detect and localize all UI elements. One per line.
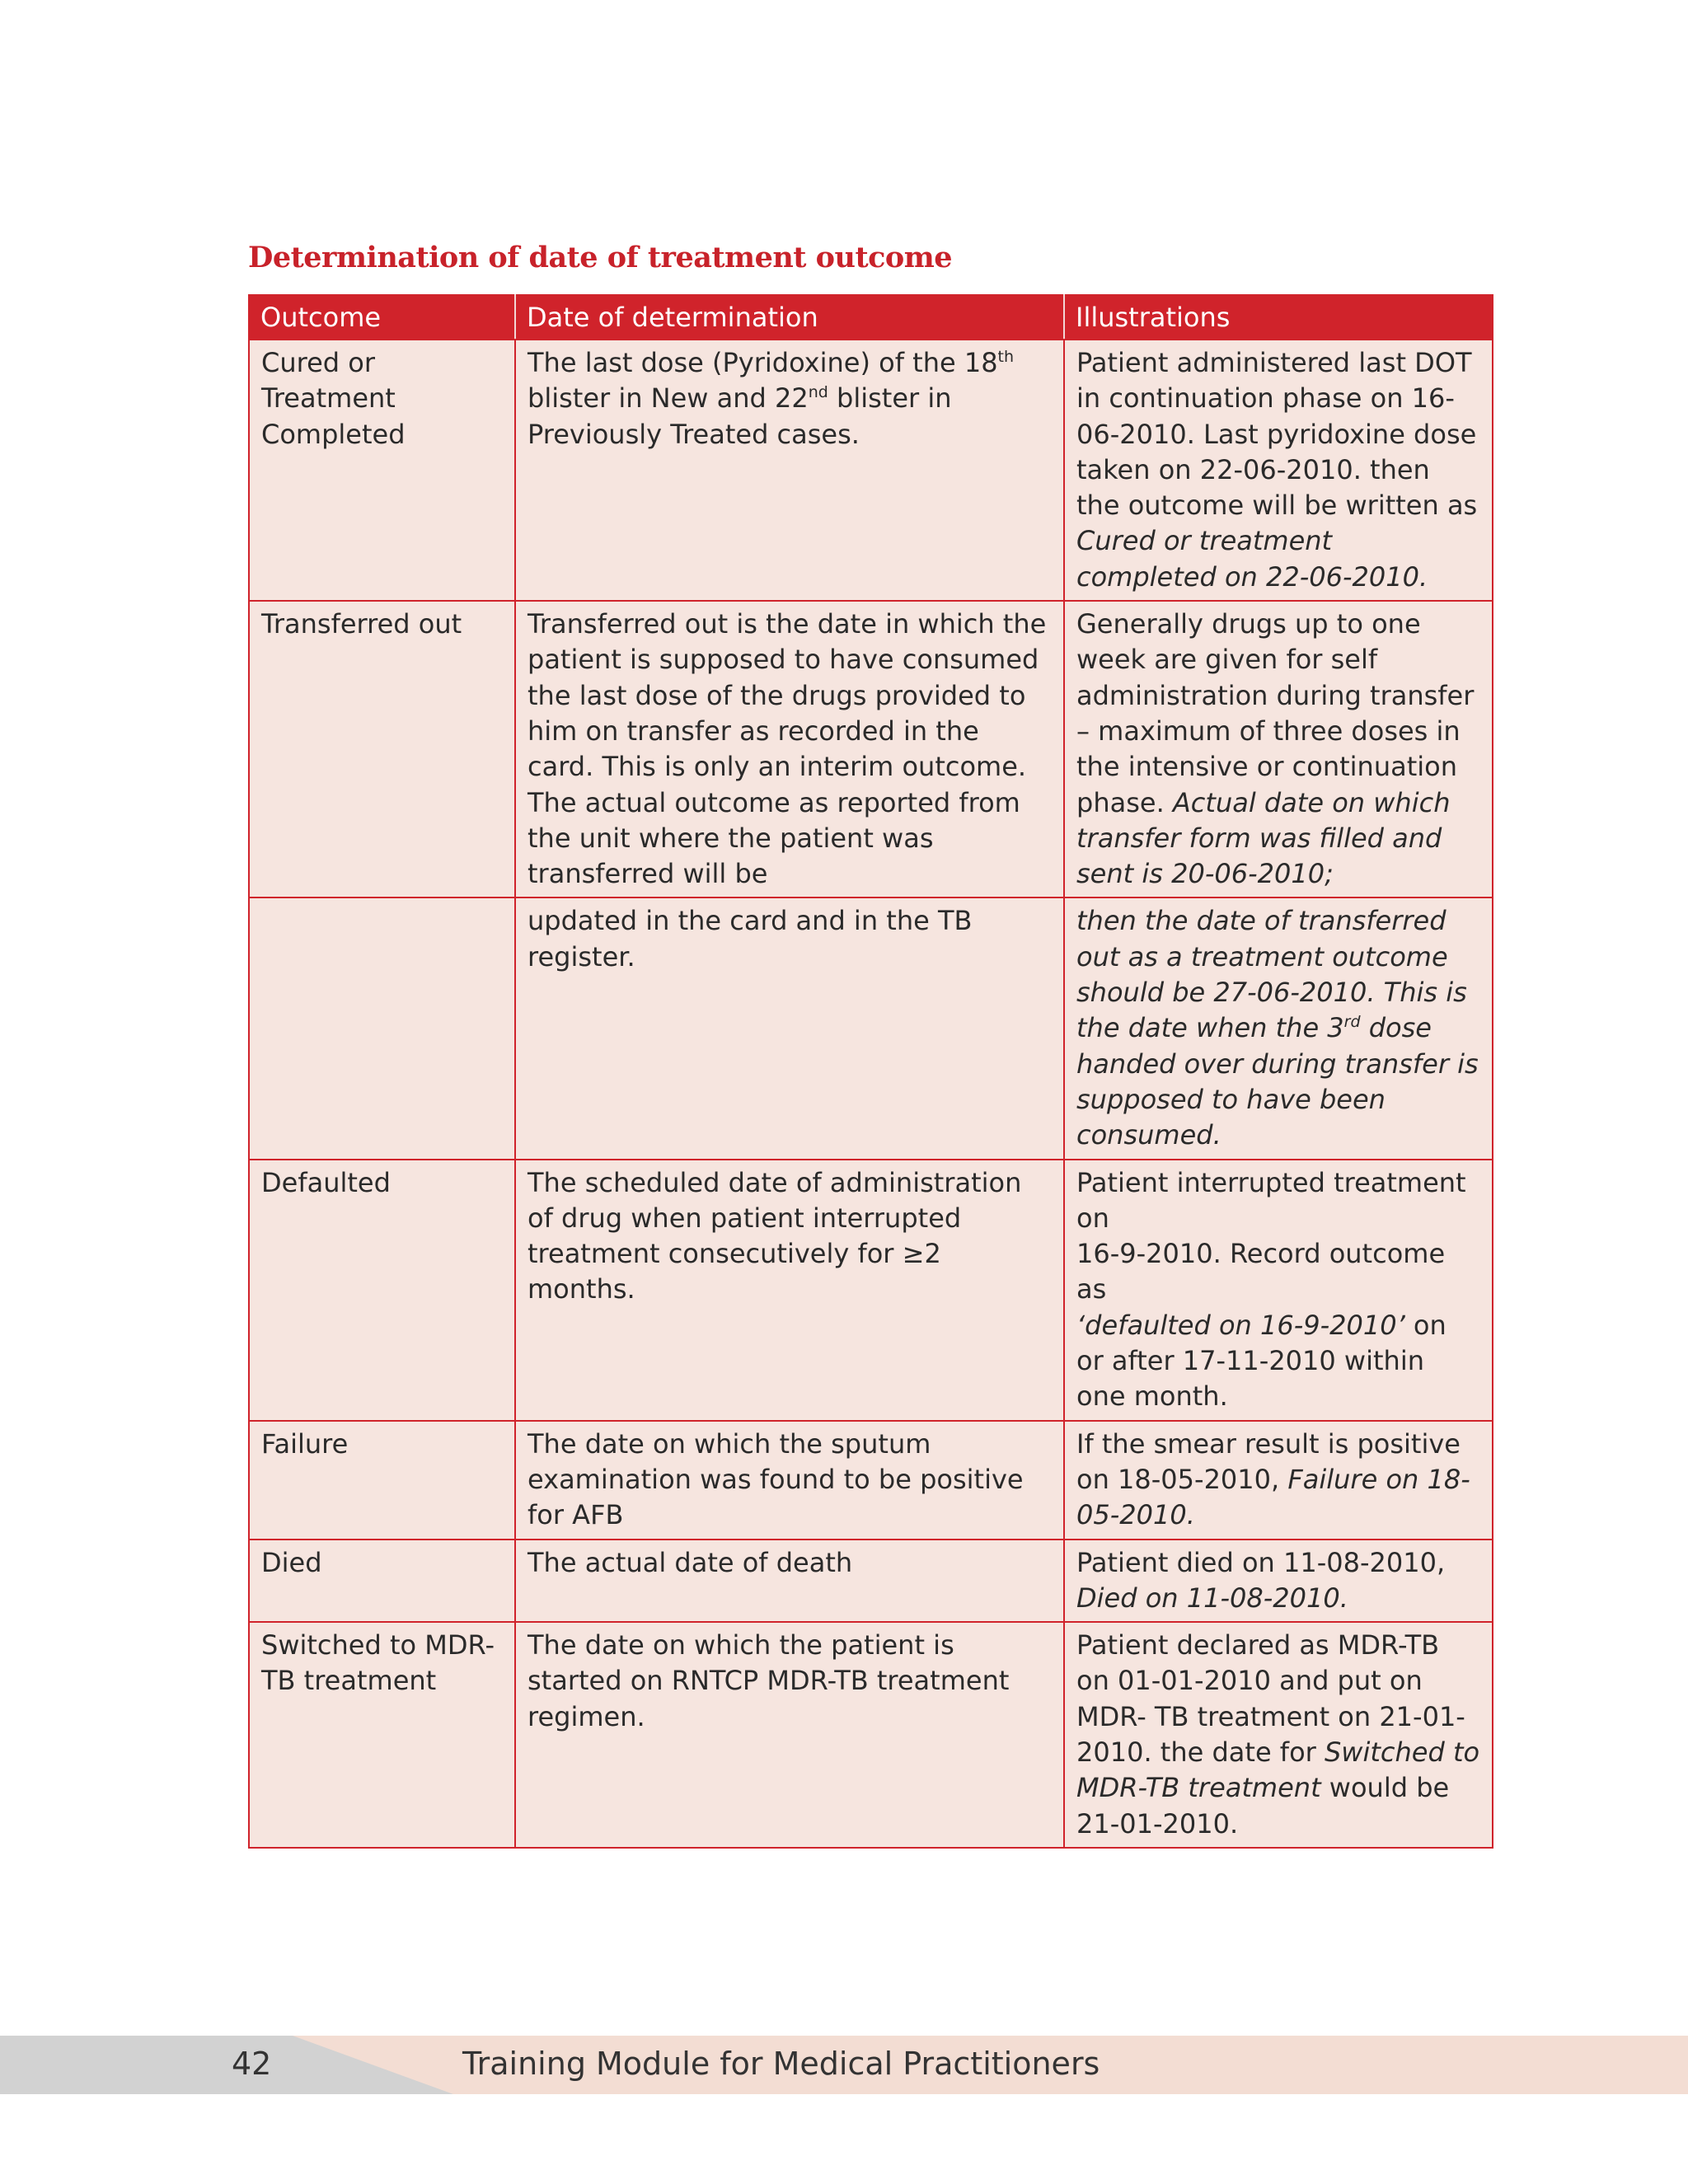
date-text: blister in Previously Treated cases. <box>528 382 952 450</box>
illustration-text: Patient died on 11-08-2010, <box>1076 1546 1446 1578</box>
outcome-cell <box>249 340 515 601</box>
column-header-date: Date of determination <box>515 295 1064 340</box>
date-text: The date on which the patient is started on RNTCP MDR-TB treatment regimen. <box>528 1629 1010 1732</box>
outcome-cell <box>249 601 515 898</box>
superscript: th <box>997 348 1015 366</box>
illustration-text: Patient interrupted treatment on <box>1076 1166 1466 1234</box>
illustration-italic: Actual date on which transfer form was filled and sent is 20-06-2010; <box>1076 786 1451 890</box>
illustration-text: would be <box>1320 1772 1450 1804</box>
date-text: The last dose (Pyridoxine) of the 18 <box>528 347 998 378</box>
date-text: blister in New and 22 <box>528 382 809 415</box>
outcome-cell <box>249 1540 515 1623</box>
date-cell <box>515 1421 1064 1540</box>
illustration-italic: Failure on 18-05-2010. <box>1076 1463 1470 1531</box>
outcome-text: Died <box>261 1546 322 1578</box>
illustration-text: Patient declared as MDR-TB on 01-01-2010 and put on MDR- TB treatment on 21-01-2010. the date for <box>1076 1629 1465 1768</box>
date-cell <box>515 1160 1064 1421</box>
date-cell <box>515 1622 1064 1848</box>
illustration-cell <box>1064 898 1493 1159</box>
illustration-cell <box>1064 601 1493 898</box>
illustration-cell <box>1064 340 1493 601</box>
illustration-cell <box>1064 1540 1493 1623</box>
footer-title: Training Module for Medical Practitioners <box>462 2046 1100 2082</box>
outcome-cell <box>249 898 515 1159</box>
illustration-text: Generally drugs up to one week are given for self administration during transfer – maximum of three doses in the intensive or continuation phase. <box>1076 608 1475 818</box>
table-header-row <box>249 295 1493 340</box>
outcome-text: Failure <box>261 1427 349 1460</box>
table-row <box>249 1160 1493 1421</box>
date-cell <box>515 340 1064 601</box>
date-text: The scheduled date of administration of drug when patient interrupted treatment consecutively for ≥2 months. <box>528 1166 1022 1305</box>
illustration-text: If the smear result is positive on 18-05-2010, <box>1076 1427 1461 1495</box>
illustration-italic: Cured or treatment completed on 22-06-2010. <box>1076 525 1428 593</box>
superscript: nd <box>808 383 828 402</box>
column-header-illustrations: Illustrations <box>1064 295 1493 340</box>
outcome-text: Switched to MDR-TB treatment <box>261 1629 495 1697</box>
table-row <box>249 1540 1493 1623</box>
outcome-text: Defaulted <box>261 1166 391 1198</box>
outcome-text: Cured or Treatment Completed <box>261 347 406 450</box>
date-cell <box>515 601 1064 898</box>
superscript: rd <box>1343 1013 1361 1032</box>
table-row <box>249 340 1493 601</box>
illustration-cell <box>1064 1160 1493 1421</box>
column-header-outcome: Outcome <box>249 295 515 340</box>
illustration-cell <box>1064 1622 1493 1848</box>
outcome-cell <box>249 1160 515 1421</box>
date-text: The date on which the sputum examination was found to be positive for AFB <box>528 1427 1024 1531</box>
illustration-italic: then the date of transferred out as a treatment outcome should be 27-06-2010. This is the date when the 3 <box>1076 905 1467 1044</box>
illustration-text: 16-9-2010. Record outcome as <box>1076 1238 1446 1305</box>
page-number: 42 <box>232 2046 272 2082</box>
date-text: Transferred out is the date in which the patient is supposed to have consumed the last dose of the drugs provided to him on transfer as recorded in the card. This is only an interim outcome. The actual outcome as reported from the unit where the patient was transferred will be <box>528 608 1047 890</box>
outcome-text: Transferred out <box>261 608 462 640</box>
section-title: Determination of date of treatment outcome <box>248 241 953 274</box>
outcome-cell <box>249 1622 515 1848</box>
illustration-italic: Switched to MDR-TB treatment <box>1076 1736 1480 1804</box>
table-row <box>249 898 1493 1159</box>
table-row <box>249 1622 1493 1848</box>
illustration-italic: dose handed over during transfer is supposed to have been consumed. <box>1076 1012 1479 1151</box>
illustration-cell <box>1064 1421 1493 1540</box>
table-row <box>249 601 1493 898</box>
illustration-italic: Died on 11-08-2010. <box>1076 1582 1348 1614</box>
date-text: The actual date of death <box>528 1546 853 1578</box>
outcome-table <box>248 294 1493 1849</box>
illustration-text: Patient administered last DOT in continuation phase on 16-06-2010. Last pyridoxine dose taken on 22-06-2010. then the outcome will be written as <box>1076 347 1478 522</box>
date-cell <box>515 898 1064 1159</box>
table-row <box>249 1421 1493 1540</box>
date-cell <box>515 1540 1064 1623</box>
illustration-text: 21-01-2010. <box>1076 1807 1239 1840</box>
illustration-text: on or after 17-11-2010 within one month. <box>1076 1309 1447 1413</box>
outcome-cell <box>249 1421 515 1540</box>
date-text: updated in the card and in the TB register. <box>528 905 973 972</box>
illustration-italic: ‘defaulted on 16-9-2010’ <box>1076 1309 1405 1341</box>
